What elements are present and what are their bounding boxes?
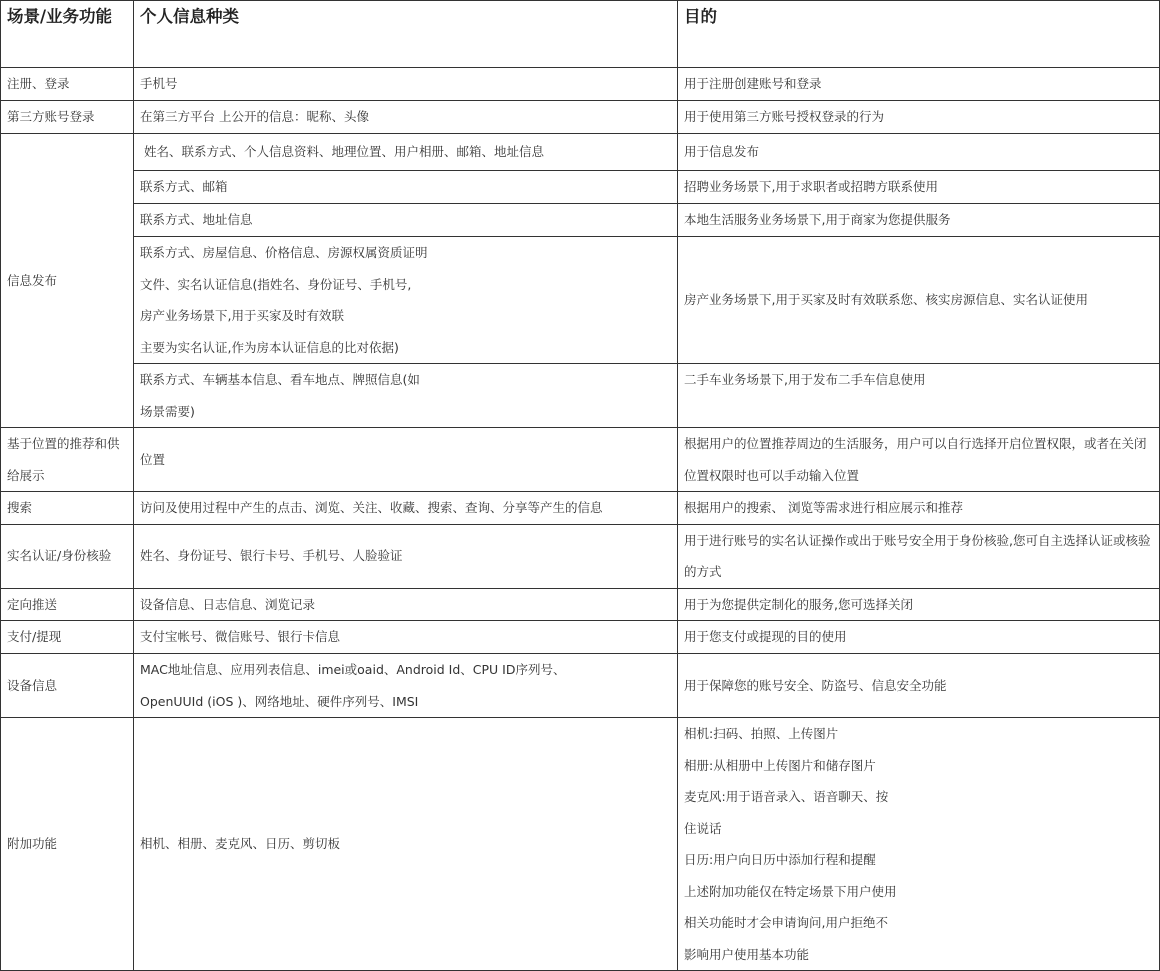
purpose-cell: 用于进行账号的实名认证操作或出于账号安全用于身份核验,您可自主选择认证或核验的方式 [678,524,1160,588]
table-row [1,588,1160,621]
purpose-cell: 用于您支付或提现的目的使用 [678,621,1160,654]
info-line: OpenUUId (iOS )、网络地址、硬件序列号、IMSI [140,693,419,709]
purpose-line: 住说话 [684,820,722,836]
purpose-line: 影响用户使用基本功能 [684,946,810,962]
scene-cell: 注册、登录 [1,68,134,101]
info-line: 房产业务场景下,用于买家及时有效联 [140,308,344,323]
info-cell [134,204,678,237]
info-cell [134,134,678,171]
header-info-type: 个人信息种类 [134,1,678,68]
scene-cell: 定向推送 [1,588,134,621]
info-line: 访问及使用过程中产生的点击、浏览、关注、收藏、搜索、查询、分享等产生的信息 [140,500,603,515]
info-cell: 姓名、身份证号、银行卡号、手机号、人脸验证 [134,524,678,588]
table-row [1,68,1160,101]
purpose-cell: 招聘业务场景下,用于求职者或招聘方联系使用 [678,171,1160,204]
purpose-line: 麦克风:用于语音录入、语音聊天、按 [684,789,889,804]
scene-cell: 第三方账号登录 [1,101,134,134]
purpose-cell: 根据用户的位置推荐周边的生活服务，用户可以自行选择开启位置权限，或者在关闭位置权限时也可以手动输入位置 [678,428,1160,492]
table-row [1,621,1160,654]
table-row [1,524,1160,588]
purpose-cell [678,718,1160,971]
table-row [1,718,1160,971]
table-row [1,204,1160,237]
info-line: 文件、实名认证信息(指姓名、身份证号、手机号, [140,276,412,292]
table-row [1,101,1160,134]
info-line: 联系方式、地址信息 [140,212,253,228]
table-row [1,428,1160,492]
purpose-line: 相册:从相册中上传图片和储存图片 [684,757,876,773]
info-line: 联系方式、房屋信息、价格信息、房源权属资质证明 [140,245,428,260]
scene-cell: 附加功能 [1,718,134,971]
info-line: MAC地址信息、应用列表信息、imei或oaid、Android Id、CPU ID序列号、 [140,662,566,677]
purpose-cell: 根据用户的搜索、 浏览等需求进行相应展示和推荐 [678,492,1160,525]
info-cell [134,492,678,525]
scene-cell: 支付/提现 [1,621,134,654]
purpose-line: 相关功能时才会申请询问,用户拒绝不 [684,915,888,930]
table-row [1,364,1160,428]
info-cell: 在第三方平台 上公开的信息：昵称、头像 [134,101,678,134]
table-row [1,134,1160,171]
info-cell [134,237,678,364]
info-cell: 支付宝帐号、微信账号、银行卡信息 [134,621,678,654]
purpose-line: 相机:扫码、拍照、上传图片 [684,726,839,741]
table-row [1,654,1160,718]
scene-cell: 实名认证/身份核验 [1,524,134,588]
purpose-cell: 本地生活服务业务场景下,用于商家为您提供服务 [678,204,1160,237]
purpose-cell: 二手车业务场景下,用于发布二手车信息使用 [678,364,1160,428]
scene-cell: 基于位置的推荐和供给展示 [1,428,134,492]
table-row [1,171,1160,204]
purpose-cell: 用于信息发布 [678,134,1160,171]
info-line: 姓名、联系方式、个人信息资料、地理位置、用户相册、邮箱、地址信息 [144,144,545,160]
info-cell [134,654,678,718]
purpose-line: 日历:用户向日历中添加行程和提醒 [684,852,876,867]
purpose-cell: 用于为您提供定制化的服务,您可选择关闭 [678,588,1160,621]
info-cell: 设备信息、日志信息、浏览记录 [134,588,678,621]
table-header-row [1,1,1160,68]
scene-cell: 设备信息 [1,654,134,718]
info-line: 联系方式、邮箱 [140,179,228,195]
info-line: 联系方式、车辆基本信息、看车地点、牌照信息(如 [140,372,420,387]
purpose-line: 上述附加功能仅在特定场景下用户使用 [684,883,897,899]
header-purpose: 目的 [678,1,1160,68]
scene-cell: 搜索 [1,492,134,525]
purpose-cell: 用于使用第三方账号授权登录的行为 [678,101,1160,134]
table-row [1,237,1160,364]
info-cell [134,364,678,428]
purpose-cell: 用于注册创建账号和登录 [678,68,1160,101]
info-cell [134,171,678,204]
purpose-cell: 用于保障您的账号安全、防盗号、信息安全功能 [678,654,1160,718]
info-cell: 手机号 [134,68,678,101]
info-line: 主要为实名认证,作为房本认证信息的比对依据) [140,339,399,355]
info-cell: 位置 [134,428,678,492]
info-line: 场景需要) [140,403,195,419]
table-row [1,492,1160,525]
purpose-cell: 房产业务场景下,用于买家及时有效联系您、核实房源信息、实名认证使用 [678,237,1160,364]
scene-cell: 信息发布 [1,134,134,428]
header-scene: 场景/业务功能 [1,1,134,68]
info-cell: 相机、相册、麦克风、日历、剪切板 [134,718,678,971]
